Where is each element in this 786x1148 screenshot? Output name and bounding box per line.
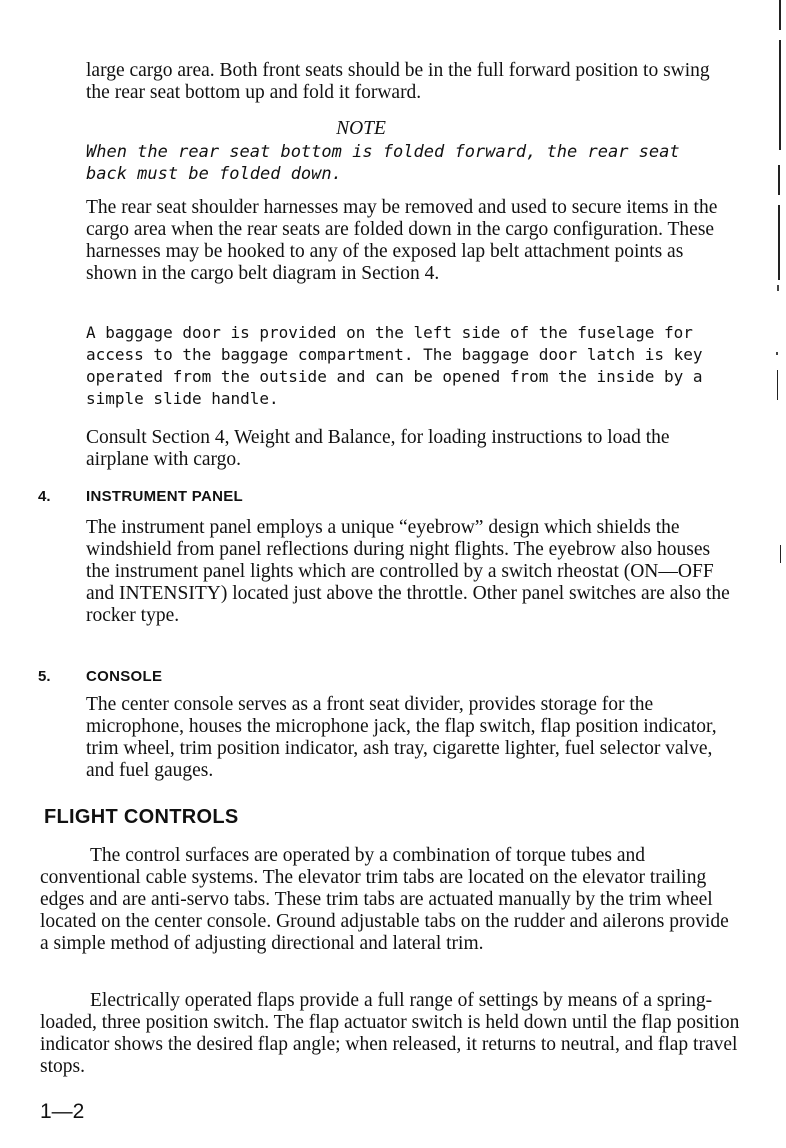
console-paragraph: The center console serves as a front seat divider, provides storage for the microphone, houses the microphone jack, the flap switch, flap position indicator, trim wheel, trim position indicator, ash tray, cigarette lighter, fuel selector valve, and fuel gauges. [86, 694, 717, 781]
page-number: 1—2 [40, 1100, 85, 1123]
section-4-number: 4. [38, 488, 51, 505]
margin-mark [777, 285, 779, 291]
cargo-intro-paragraph: large cargo area. Both front seats should be in the full forward position to swing the rear seat bottom up and fold it forward. [86, 60, 710, 103]
harness-paragraph: The rear seat shoulder harnesses may be removed and used to secure items in the cargo area when the rear seats are folded down in the cargo configuration. These harnesses may be hooked to any of the exposed lap belt attachment points as shown in the cargo belt diagram in Section 4. [86, 197, 718, 284]
section-5-title: CONSOLE [86, 668, 163, 685]
flight-controls-paragraph-2: Electrically operated flaps provide a full range of settings by means of a spring-loaded, three position switch. The flap actuator switch is held down until the flap position indicator shows the desired flap angle; when released, it returns to neutral, and flap travel stops. [40, 990, 740, 1077]
revision-bar [779, 40, 781, 150]
revision-bar [778, 165, 780, 195]
consult-paragraph: Consult Section 4, Weight and Balance, for loading instructions to load the airplane with cargo. [86, 427, 670, 470]
section-5-number: 5. [38, 668, 51, 685]
baggage-door-paragraph: A baggage door is provided on the left side of the fuselage for access to the baggage compartment. The baggage door latch is key operated from the outside and can be opened from the inside by a simple slide handle. [86, 323, 703, 408]
section-4-title: INSTRUMENT PANEL [86, 488, 244, 505]
margin-mark [776, 352, 778, 355]
revision-bar [778, 205, 780, 280]
flight-controls-heading: FLIGHT CONTROLS [44, 806, 239, 828]
instrument-panel-paragraph: The instrument panel employs a unique “eyebrow” design which shields the windshield from panel reflections during night flights. The eyebrow also houses the instrument panel lights which are controlled by a switch rheostat (ON—OFF and INTENSITY) located just above the throttle. Other panel switches are also the rocker type. [86, 517, 730, 626]
revision-bar [780, 545, 781, 563]
note-title: NOTE [336, 118, 386, 139]
revision-bar [779, 0, 781, 30]
revision-bar [777, 370, 778, 400]
flight-controls-paragraph-1: The control surfaces are operated by a combination of torque tubes and conventional cable systems. The elevator trim tabs are located on the elevator trailing edges and are anti-servo tabs. These trim tabs are actuated manually by the trim wheel located on the center console. Ground adjustable tabs on the rudder and ailerons provide a simple method of adjusting directional and lateral trim. [40, 845, 729, 954]
note-text: When the rear seat bottom is folded forward, the rear seat back must be folded down. [86, 142, 680, 184]
